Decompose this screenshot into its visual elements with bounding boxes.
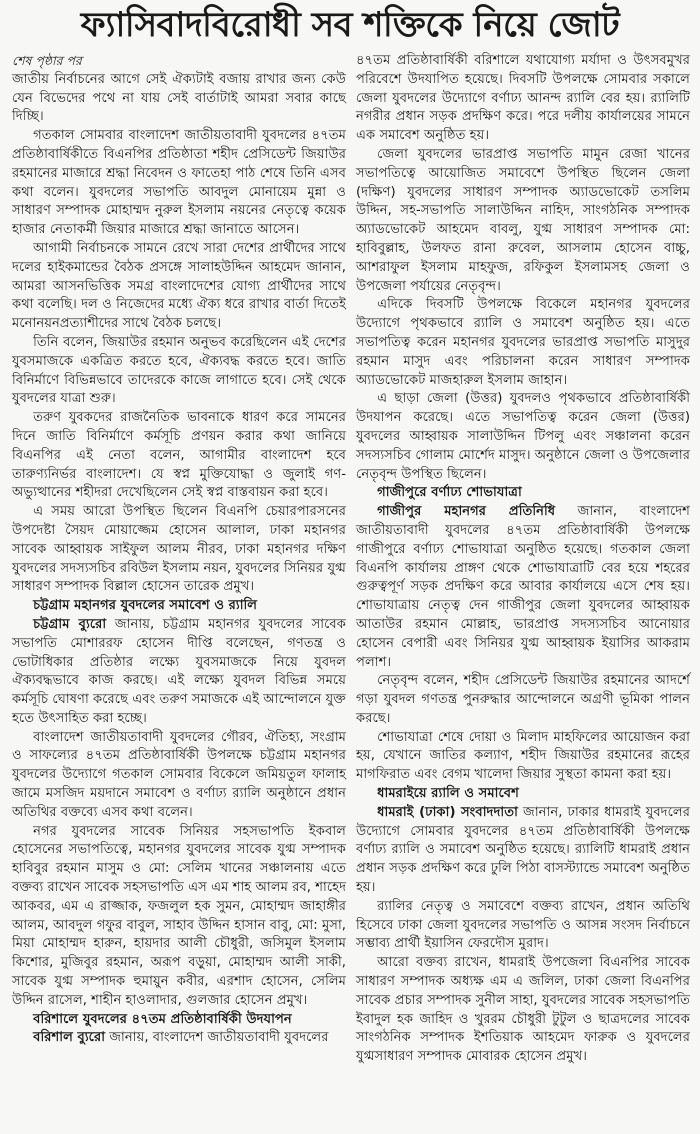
article-paragraph (356, 390, 690, 484)
article-paragraph (356, 954, 690, 1067)
paragraph-text: জানান, ঢাকার ধামরাই যুবদলের উদ্যোগে সোমবার যুবদলের ৪৭তম প্রতিষ্ঠাবার্ষিকী উপলক্ষে বর্ণাঢ্য র‌্যালি ও সমাবেশ অনুষ্ঠিত হয়েছে। র‌্যালিটি ধামরাই প্রধান প্রধান সড়ক প্রদক্ষিণ করে ঢুলি পিঠা বাসস্ট্যান্ডে সমাবেশ অনুষ্ঠিত হয়। (356, 804, 690, 896)
article-paragraph (12, 409, 346, 503)
paragraph-text: নগর যুবদলের সাবেক সিনিয়র সহসভাপতি ইকবাল হোসেনের সভাপতিত্বে, মহানগর যুবদলের সাবেক যুগ্ম সম্পাদক হাবিবুর রহমান মাসুম ও মো: সেলিম খানের সঞ্চালনায় এতে বক্তব্য রাখেন সাবেক সহসভাপতি এস এম শাহ আলম রব, শাহেদ আকবর, এম এ রাজ্জাক, ফজলুল হক সুমন, মোহাম্মদ জাহাঙ্গীর আলম, আবদুল গফুর বাবুল, সাহাব উদ্দিন হাসান বাবু, মো: মুসা, মিয়া মোহাম্মদ হারুন, হায়দার আলী চৌধুরী, জসিমুল ইসলাম কিশোর, মুজিবুর রহমান, অরূপ বড়ুয়া, মোহাম্মদ আলী সাকী, সাবেক যুগ্ম সম্পাদক হুমায়ুন কবীর, এরশাদ হোসেন, সেলিম উদ্দিন রাসেল, শাহীন হাওলাদার, গুলজার হোসেন প্রমুখ। (12, 823, 346, 1008)
article-paragraph (356, 898, 690, 954)
article-paragraph (12, 823, 346, 1011)
article-paragraph (356, 146, 690, 296)
section-subheading: চট্টগ্রাম মহানগর যুবদলের সমাবেশ ও র‌্যালি (33, 598, 258, 614)
dateline: বরিশাল ব্যুরো (33, 1030, 106, 1046)
article-headline: ফ্যাসিবাদবিরোধী সব শক্তিকে নিয়ে জোট (80, 5, 620, 45)
dateline: চট্টগ্রাম ব্যুরো (33, 616, 107, 632)
paragraph-text: এ ছাড়া জেলা (উত্তর) যুবদলও পৃথকভাবে প্রতিষ্ঠাবার্ষিকী উদযাপন করেছে। এতে সভাপতিত্ব করেন জেলা (উত্তর) যুবদলের আহ্বায়ক সালাউদ্দিন টিপলু এবং সঞ্চালনা করেন সদস্যসচিব গোলাম মোর্শেদ মাসুদ। অনুষ্ঠানে জেলা ও উপজেলার নেতৃবৃন্দ উপস্থিত ছিলেন। (356, 391, 690, 482)
paragraph-text: আরো বক্তব্য রাখেন, ধামরাই উপজেলা বিএনপির সাবেক সাধারণ সম্পাদক অধ্যক্ষ এম এ জলিল, ঢাকা জেলা বিএনপির সাবেক প্রচার সম্পাদক সুনীল সাহা, যুবদলের সাবেক সহসভাপতি ইবাদুল হক জাহিদ ও খুররম চৌধুরী টুটুল ও ছাত্রদলের সাবেক সাংগঠনিক সম্পাদক ইশতিয়াক আহমেদ ফারুক ও যুবদলের যুগ্মসাধারণ সম্পাদক মোবারক হোসেন প্রমুখ। (356, 955, 690, 1065)
paragraph-text: জাতীয় নির্বাচনের আগে সেই ঐক্যটাই বজায় রাখার জন্য কেউ যেন বিভেদের পথে না যায় সেই বার্তাটাই আমরা সবার কাছে দিচ্ছি। (12, 71, 346, 125)
article-paragraph (356, 503, 690, 672)
section-subheading: গাজীপুরে বর্ণাঢ্য শোভাযাত্রা (377, 485, 522, 501)
article-paragraph (356, 672, 690, 728)
section-subheading: বরিশালে যুবদলের ৪৭তম প্রতিষ্ঠাবার্ষিকী উদযাপন (33, 1011, 292, 1027)
paragraph-text: জেলা যুবদলের ভারপ্রাপ্ত সভাপতি মামুন রেজা খানের সভাপতিত্বে আয়োজিত সমাবেশে উপস্থিত ছিলেন জেলা (দক্ষিণ) যুবদলের সাধারণ সম্পাদক অ্যাডভোকেট তসলিম উদ্দিন, সহ-সভাপতি সালাউদ্দিন নাহিদ, সাংগঠনিক সম্পাদক অ্যাডভোকেট আহমেদ বাবলু, যুগ্ম সাধারণ সম্পাদক মো: হাবিবুল্লাহ, উলফত রানা রুবেল, আসলাম হোসেন বাচ্চু, আশরাফুল ইসলাম মাহফুজ, রফিকুল ইসলামসহ জেলা ও উপজেলা পর্যায়ের নেতৃবৃন্দ। (356, 146, 690, 294)
article-paragraph (356, 52, 690, 146)
paragraph-text: তরুণ যুবকদের রাজনৈতিক ভাবনাকে ধারণ করে সামনের দিনে জাতি বিনির্মাণে কর্মসূচি প্রণয়ন করার কথা জানিয়ে বিএনপির এই নেতা বলেন, আগামীর বাংলাদেশ হবে তারুণ্যনির্ভর বাংলাদেশ। যে স্বপ্ন মুক্তিযোদ্ধা ও জুলাই গণ-অভ্যুত্থানের শহীদরা দেখেছিলেন সেই স্বপ্ন বাস্তবায়ন করা হবে। (12, 410, 346, 501)
continued-from-kicker: শেষ পৃষ্ঠার পর (12, 53, 82, 68)
article-paragraph (356, 296, 690, 390)
paragraph-text: তিনি বলেন, জিয়াউর রহমান অনুভব করেছিলেন এই দেশের যুবসমাজকে একত্রিত করতে হবে, ঐক্যবদ্ধ করতে হবে। জাতি বিনির্মাণে বিভিন্নভাবে তাদেরকে কাজে লাগাতে হবে। সেই থেকে যুবদলের যাত্রা শুরু। (12, 334, 346, 407)
article-paragraph (12, 729, 346, 823)
paragraph-text: ৪৭তম প্রতিষ্ঠাবার্ষিকী বরিশালে যথাযোগ্য মর্যাদা ও উৎসবমুখর পরিবেশে উদযাপিত হয়েছে। দিবসটি উপলক্ষে সোমবার সকালে জেলা যুবদলের উদ্যোগে বর্ণাঢ্য আনন্দ র‌্যালি বের হয়। র‌্যালিটি নগরীর প্রধান সড়ক প্রদক্ষিণ করে। পরে দলীয় কার্যালয়ের সামনে এক সমাবেশ অনুষ্ঠিত হয়। (356, 53, 690, 144)
paragraph-text: নেতৃবৃন্দ বলেন, শহীদ প্রেসিডেন্ট জিয়াউর রহমানের আদর্শে গড়া যুবদল গণতন্ত্র পুনরুদ্ধার আন্দোলনে অগ্রণী ভূমিকা পালন করছে। (356, 673, 690, 726)
paragraph-text: গতকাল সোমবার বাংলাদেশ জাতীয়তাবাদী যুবদলের ৪৭তম প্রতিষ্ঠাবার্ষিকীতে বিএনপির প্রতিষ্ঠাতা শহীদ প্রেসিডেন্ট জিয়াউর রহমানের মাজারে শ্রদ্ধা নিবেদন ও ফাতেহা পাঠ শেষে তিনি এসব কথা বলেন। যুবদলের সভাপতি আবদুল মোনায়েম মুন্না ও সাধারণ সম্পাদক মোহাম্মদ নুরুল ইসলাম নয়নের নেতৃত্বে কয়েক হাজার নেতাকর্মী জিয়ার মাজারে শ্রদ্ধা জানাতে আসেন। (12, 128, 346, 238)
left-column (12, 52, 346, 1067)
paragraph-text: জানায়, বাংলাদেশ জাতীয়তাবাদী যুবদলের (105, 1030, 329, 1046)
article-body (0, 52, 700, 1067)
paragraph-text: র‌্যালির নেতৃত্ব ও সমাবেশে বক্তব্য রাখেন, প্রধান অতিথি হিসেবে ঢাকা জেলা যুবদলের সভাপতি ও আসন্ন সংসদ নির্বাচনে সম্ভাব্য প্রার্থী ইয়াসিন ফেরদৌস মুরাদ। (356, 898, 690, 952)
article-paragraph (12, 240, 346, 334)
article-paragraph (12, 71, 346, 127)
right-column (356, 52, 690, 1067)
section-subheading: ধামরাইয়ে র‌্যালি ও সমাবেশ (377, 786, 519, 802)
paragraph-text: এ সময় আরো উপস্থিত ছিলেন বিএনপি চেয়ারপারসনের উপদেষ্টা সৈয়দ মোয়াজ্জেম হোসেন আলাল, ঢাকা মহানগর সাবেক আহ্বায়ক সাইফুল আলম নীরব, ঢাকা মহানগর দক্ষিণ যুবদলের সদস্যসচিব রবিউল ইসলাম নয়ন, যুবদলের সিনিয়র যুগ্ম সাধারণ সম্পাদক বিল্লাল হোসেন তারেক প্রমুখ। (12, 504, 346, 595)
article-paragraph (12, 334, 346, 409)
paragraph-text: বাংলাদেশ জাতীয়তাবাদী যুবদলের গৌরব, ঐতিহ্য, সংগ্রাম ও সাফল্যের ৪৭তম প্রতিষ্ঠাবার্ষিকী উপলক্ষে চট্টগ্রাম মহানগর যুবদলের উদ্যোগে গতকাল সোমবার বিকেলে জমিয়তুল ফালাহ জামে মসজিদ ময়দানে সমাবেশ ও বর্ণাঢ্য র‌্যালি অনুষ্ঠানে প্রধান অতিথির বক্তব্যে এসব কথা বলেন। (12, 729, 346, 820)
paragraph-text: আগামী নির্বাচনকে সামনে রেখে সারা দেশের প্রার্থীদের সাথে দলের হাইকমান্ডের বৈঠক প্রসঙ্গে সালাহউদ্দিন আহমেদ জানান, আমরা আসনভিত্তিক সমগ্র বাংলাদেশের যোগ্য প্রার্থীদের সাথে কথা বলেছি। দল ও নিজেদের মধ্যে ঐক্য ধরে রাখার বার্তা দিতেই মনোনয়নপ্রত্যাশীদের সাথে বৈঠক চলছে। (12, 240, 346, 332)
article-paragraph (356, 804, 690, 898)
dateline: গাজীপুর মহানগর প্রতিনিধি (377, 504, 556, 520)
article-paragraph (12, 616, 346, 729)
article-paragraph (12, 127, 346, 240)
paragraph-text: এদিকে দিবসটি উপলক্ষে বিকেলে মহানগর যুবদলের উদ্যোগে পৃথকভাবে র‌্যালি ও সমাবেশ অনুষ্ঠিত হয়। এতে সভাপতিত্ব করেন মহানগর যুবদলের ভারপ্রাপ্ত সভাপতি মাসুদুর রহমান মাসুদ এবং পরিচালনা করেন সাধারণ সম্পাদক অ্যাডভোকেট মাজহারুল ইসলাম জাহান। (356, 297, 690, 388)
article-paragraph (12, 1029, 346, 1048)
paragraph-text: জানায়, চট্টগ্রাম মহানগর যুবদলের সাবেক সভাপতি মোশাররফ হোসেন দীপ্তি বলেছেন, গণতন্ত্র ও ভোটাধিকার প্রতিষ্ঠার লক্ষ্যে যুবসমাজকে নিয়ে যুবদল ঐক্যবদ্ধভাবে কাজ করছে। এই লক্ষ্যে যুবদল বিভিন্ন সময়ে কর্মসূচি ঘোষণা করেছে এবং তরুণ সমাজকে এই আন্দোলনে যুক্ত হতে উৎসাহিত করা হচ্ছে। (12, 616, 346, 726)
article-paragraph (356, 729, 690, 785)
paragraph-text: শোভাযাত্রা শেষে দোয়া ও মিলাদ মাহফিলের আয়োজন করা হয়, যেখানে জাতির কল্যাণ, শহীদ জিয়াউর রহমানের রূহের মাগফিরাত এবং বেগম খালেদা জিয়ার সুস্থতা কামনা করা হয়। (356, 729, 690, 783)
article-paragraph (12, 503, 346, 597)
paragraph-text: জানান, বাংলাদেশ জাতীয়তাবাদী যুবদলের ৪৭তম প্রতিষ্ঠাবার্ষিকী উপলক্ষে গাজীপুরে বর্ণাঢ্য শোভাযাত্রা অনুষ্ঠিত হয়েছে। গতকাল জেলা বিএনপি কার্যালয় প্রাঙ্গণ থেকে শোভাযাত্রাটি বের হয়ে শহরের গুরুত্বপূর্ণ সড়ক প্রদক্ষিণ করে আবার কার্যালয়ে এসে শেষ হয়। শোভাযাত্রায় নেতৃত্ব দেন গাজীপুর জেলা যুবদলের আহ্বায়ক আতাউর রহমান মোল্লাহ, ভারপ্রাপ্ত সদস্যসচিব আনোয়ার হোসেন বেপারী এবং সিনিয়র যুগ্ম আহ্বায়ক ইয়াসির আকরাম পলাশ। (356, 504, 690, 670)
dateline: ধামরাই (ঢাকা) সংবাদদাতা (377, 804, 518, 820)
